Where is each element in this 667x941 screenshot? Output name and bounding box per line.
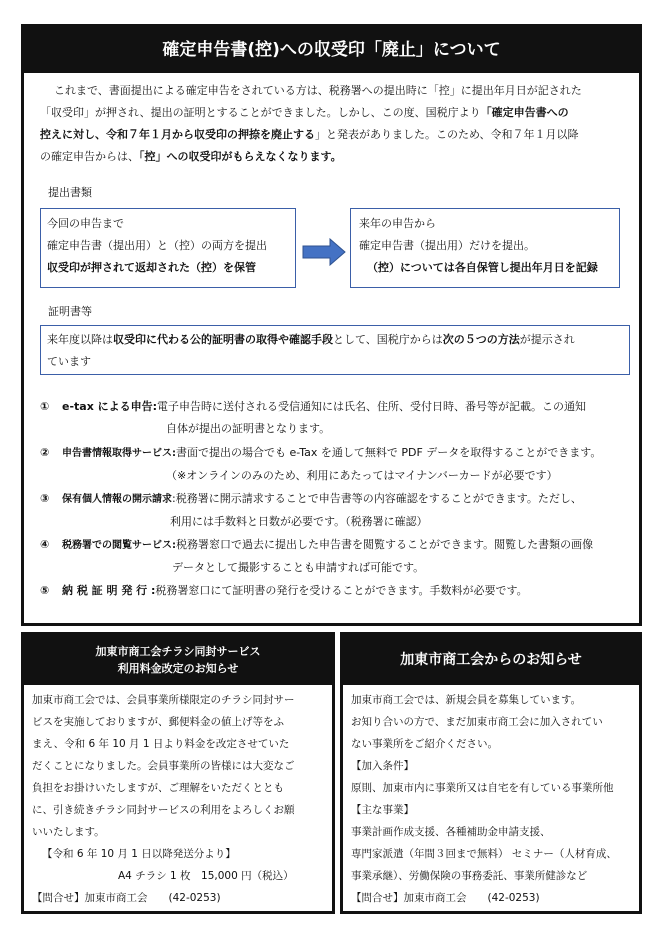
method-desc-2: （※オンラインのみのため、利用にあたってはマイナンバーカードが必要です） <box>166 469 558 482</box>
method-number: ① <box>40 400 50 413</box>
intro-line-2-text: 「収受印」が押され、提出の証明とすることができました。しかし、この度、国税庁より <box>40 106 481 119</box>
left-notice-line: に、引き続きチラシ同封サービスの利用をよろしくお願 <box>32 804 295 816</box>
right-notice-line: 専門家派遣（年間３回まで無料） セミナー（人材育成、 <box>351 848 617 860</box>
intro-line-4 <box>40 146 640 168</box>
right-notice-body <box>343 685 639 909</box>
cert-text-a: 来年度以降は <box>47 333 113 346</box>
docs-label: 提出書類 <box>48 186 92 199</box>
cert-line-2: ています <box>47 355 91 368</box>
before-line-2: 確定申告書（提出用）と（控）の両方を提出 <box>47 239 267 252</box>
before-line-3: 収受印が押されて返却された（控）を保管 <box>47 261 256 274</box>
right-notice-line: 原則、加東市内に事業所又は自宅を有している事業所他 <box>351 782 614 794</box>
method-number: ② <box>40 446 50 459</box>
cert-box <box>40 325 630 375</box>
intro-line-4-bold: 「控」への収受印がもらえなくなります。 <box>139 150 342 163</box>
right-notice-contact: 【問合せ】加東市商工会 (42-0253) <box>351 892 540 904</box>
intro-line-2 <box>40 102 640 124</box>
right-notice-line: 事業承継）、労働保険の事務委託、事業所健診など <box>351 870 588 882</box>
left-notice-body <box>24 685 332 909</box>
method-name: 保有個人情報の開示請求 <box>62 494 172 505</box>
right-notice-line: 【加入条件】 <box>351 760 414 772</box>
method-item-2 <box>40 442 640 488</box>
left-notice-title-line-2: 利用料金改定のお知らせ <box>117 662 239 675</box>
method-item-4 <box>40 534 640 580</box>
intro-line-3 <box>40 124 640 146</box>
methods-list <box>40 396 640 604</box>
method-item-3 <box>40 488 640 534</box>
right-notice-line: 事業計画作成支援、各種補助金申請支援、 <box>351 826 551 838</box>
method-name: 納 税 証 明 発 行 : <box>62 584 156 597</box>
right-notice-line: 【主な事業】 <box>351 804 414 816</box>
method-desc-2: 自体が提出の証明書となります。 <box>166 422 331 435</box>
cert-text-e: が提示され <box>519 333 575 346</box>
left-notice-price: A4 チラシ 1 枚 15,000 円（税込） <box>118 870 294 882</box>
method-name: e-tax による申告: <box>62 400 158 413</box>
left-notice-period: 【令和 6 年 10 月 1 日以降発送分より】 <box>42 848 236 860</box>
right-arrow-icon <box>302 238 346 266</box>
method-number: ③ <box>40 492 50 505</box>
main-title: 確定申告書(控)への収受印「廃止」について <box>24 27 639 73</box>
left-notice-line: 加東市商工会では、会員事業所様限定のチラシ同封サー <box>32 694 295 706</box>
after-line-2: 確定申告書（提出用）だけを提出。 <box>359 239 535 252</box>
method-desc-2: データとして撮影することも申請すれば可能です。 <box>172 561 425 574</box>
right-notice-line: 加東市商工会では、新規会員を募集しています。 <box>351 694 582 706</box>
method-item-1 <box>40 396 640 442</box>
intro-line-4-text: の確定申告からは、 <box>40 150 139 163</box>
left-notice-contact: 【問合せ】加東市商工会 (42-0253) <box>32 892 221 904</box>
before-box <box>40 208 296 288</box>
left-notice-title-line-1: 加東市商工会チラシ同封サービス <box>95 645 261 658</box>
method-number: ④ <box>40 538 50 551</box>
intro-paragraph <box>40 80 640 168</box>
cert-text-b: 収受印に代わる公的証明書の取得や確認手段 <box>113 333 333 346</box>
left-notice-title <box>24 635 332 685</box>
left-notice-line: だくことになりました。会員事業所の皆様には大変なご <box>32 760 295 772</box>
method-desc-1: 電子申告時に送付される受信通知には氏名、住所、受付日時、番号等が記載。この通知 <box>157 400 587 413</box>
cert-text-c: として、国税庁からは <box>333 333 443 346</box>
cert-label: 証明書等 <box>48 305 92 318</box>
right-notice-box <box>340 632 642 914</box>
after-heading: 来年の申告から <box>359 217 436 230</box>
intro-line-3-bold: 控えに対し、令和７年１月から収受印の押捺を廃止する <box>40 128 315 141</box>
method-name: 申告書情報取得サービス: <box>62 448 176 459</box>
left-notice-line: いいたします。 <box>32 826 105 838</box>
method-desc-1: 書面で提出の場合でも e-Tax を通して無料で PDF データを取得することができます。 <box>176 446 602 459</box>
cert-text-d: 次の５つの方法 <box>442 333 520 346</box>
right-notice-title: 加東市商工会からのお知らせ <box>343 635 639 685</box>
cert-line-1 <box>47 329 623 351</box>
left-notice-line: 負担をお掛けいたしますが、ご理解をいただくととも <box>32 782 284 794</box>
method-desc-1: 税務署窓口にて証明書の発行を受けることができます。手数料が必要です。 <box>155 584 528 597</box>
after-line-3: （控）については各自保管し提出年月日を記録 <box>367 261 598 274</box>
method-item-5 <box>40 580 640 604</box>
left-notice-line: ビスを実施しておりますが、郵便料金の値上げ等をふ <box>32 716 284 728</box>
right-notice-line: お知り合いの方で、まだ加東市商工会に加入されてい <box>351 716 603 728</box>
method-desc-2: 利用には手数料と日数が必要です。（税務署に確認） <box>170 515 428 528</box>
left-notice-box <box>21 632 335 914</box>
method-number: ⑤ <box>40 584 50 597</box>
before-heading: 今回の申告まで <box>47 217 124 230</box>
method-desc-1: :税務署に開示請求することで申告書等の内容確認をすることができます。ただし、 <box>172 492 582 505</box>
method-desc-1: 税務署窓口で過去に提出した申告書を閲覧することができます。閲覧した書類の画像 <box>176 538 594 551</box>
after-box <box>350 208 620 288</box>
intro-line-3-text: 」と発表がありました。このため、令和７年１月以降 <box>315 128 579 141</box>
method-name: 税務署での閲覧サービス: <box>62 540 176 551</box>
intro-line-1: これまで、書面提出による確定申告をされている方は、税務署への提出時に「控」に提出年月日が記された <box>54 84 582 97</box>
right-notice-line: ない事業所をご紹介ください。 <box>351 738 498 750</box>
left-notice-line: まえ、令和 6 年 10 月 1 日より料金を改定させていた <box>32 738 290 750</box>
intro-line-2-bold: 「確定申告書への <box>480 106 569 119</box>
